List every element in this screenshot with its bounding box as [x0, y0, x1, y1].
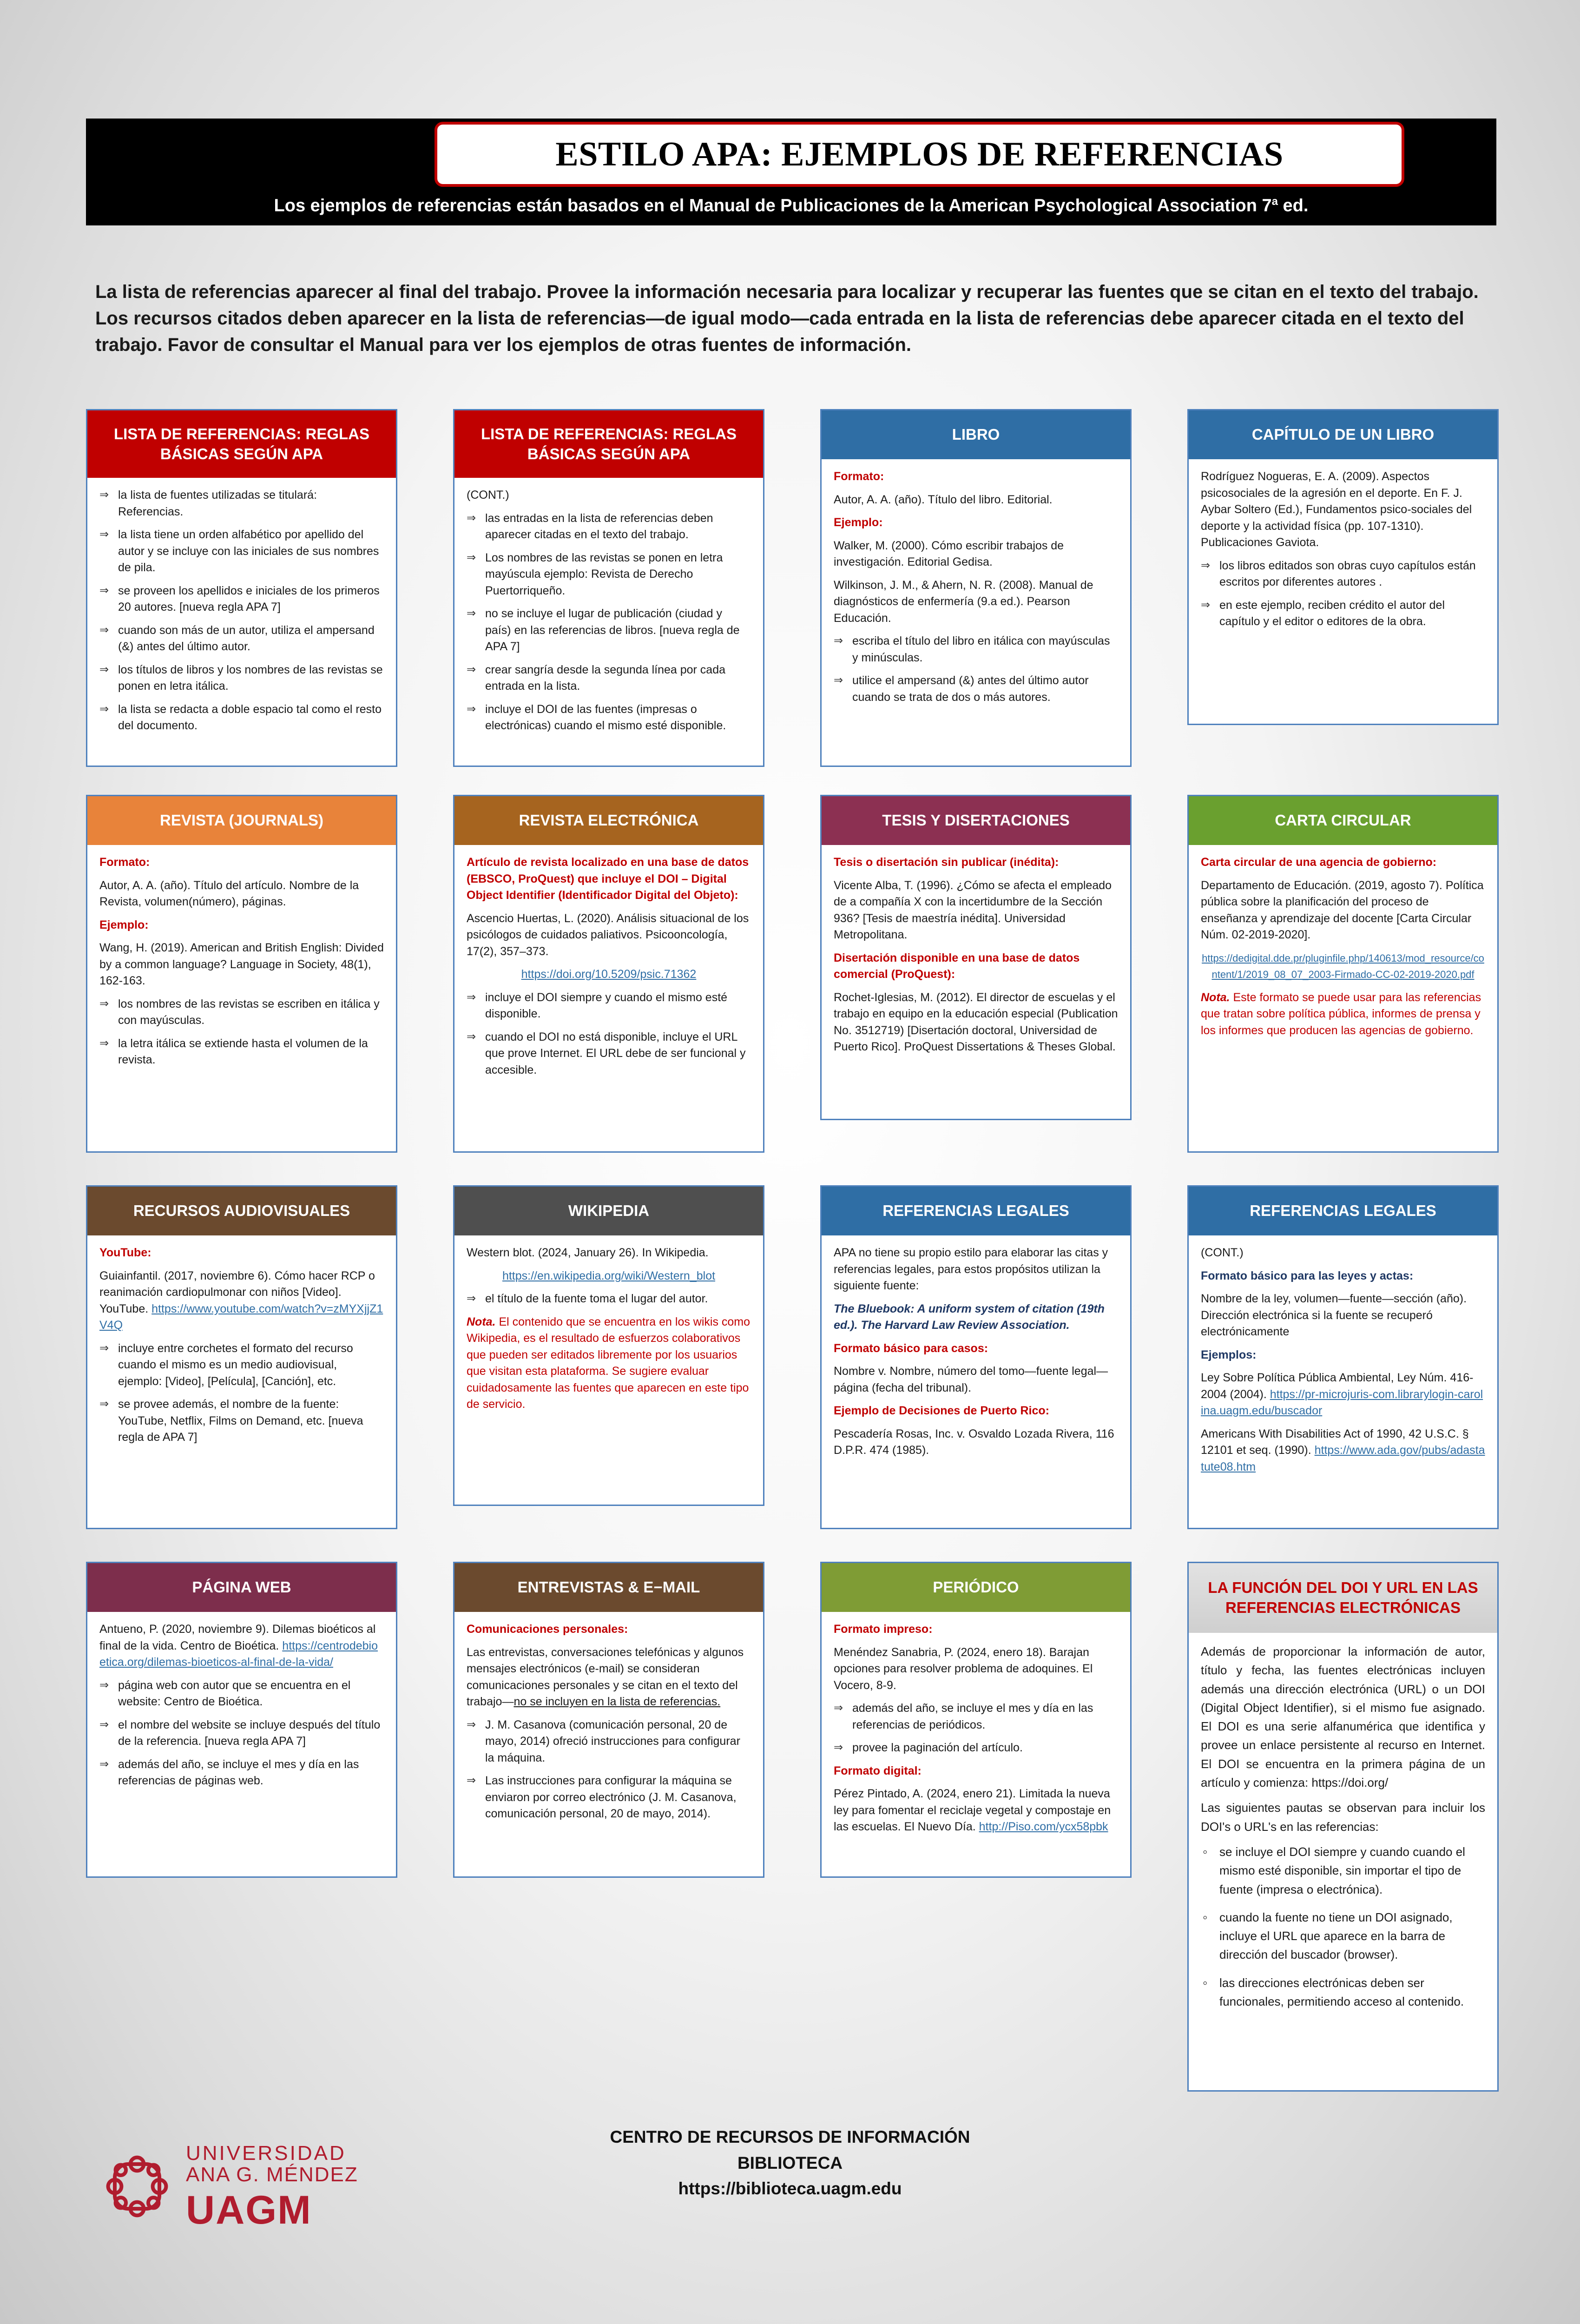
subtitle-1: Formato básico para las leyes y actas:: [1201, 1269, 1414, 1282]
uagm-logo: [100, 2138, 397, 2254]
list-item: [467, 606, 751, 655]
wikipedia-link[interactable]: https://en.wikipedia.org/wiki/Western_blot: [502, 1269, 716, 1282]
card-body: [454, 1235, 763, 1423]
youtube-link[interactable]: https://www.youtube.com/watch?v=zMYXjjZ1V4Q: [99, 1302, 383, 1332]
uagm-wordmark: [186, 2143, 400, 2232]
law-link-1[interactable]: https://pr-microjuris-com.librarylogin-carolina.uagm.edu/buscador: [1201, 1387, 1483, 1417]
guidelines-list: [1201, 1842, 1485, 2011]
subtitle-2: Disertación disponible en una base de datos comercial (ProQuest):: [834, 951, 1080, 981]
notes-list: [467, 990, 751, 1079]
subtitle-text: Carta circular de una agencia de gobierno:: [1201, 856, 1437, 869]
card-header: REFERENCIAS LEGALES: [1189, 1187, 1497, 1235]
list-item-text: incluye el DOI siempre y cuando el mismo esté disponible.: [485, 990, 728, 1020]
reference-text: [99, 1621, 384, 1671]
list-item-text: escriba el título del libro en itálica con mayúsculas y minúsculas.: [852, 634, 1110, 664]
cont-label: (CONT.): [1201, 1246, 1244, 1259]
list-item-text: cuando la fuente no tiene un DOI asignado, incluye el URL que aparece en la barra de dirección del buscador (browser).: [1219, 1910, 1453, 1962]
card-header: LISTA DE REFERENCIAS: REGLAS BÁSICAS SEGÚN APA: [87, 410, 396, 478]
card-body: [822, 845, 1130, 1066]
subtitle-text: Comunicaciones personales:: [467, 1623, 628, 1636]
notes-list: [99, 996, 384, 1069]
reference-body: Guiainfantil. (2017, noviembre 6). Cómo hacer RCP o reanimación cardiopulmonar con niños [Video]. YouTube.: [99, 1269, 375, 1315]
list-item: [467, 662, 751, 695]
card-body: [87, 478, 396, 745]
ejemplo-1: [1201, 1370, 1485, 1419]
card-body: [822, 1235, 1130, 1469]
cont-label: (CONT.): [467, 489, 509, 502]
card-header: PERIÓDICO: [822, 1563, 1130, 1612]
list-item: [467, 550, 751, 600]
card-wikipedia: [453, 1185, 764, 1506]
list-item: [1201, 1974, 1485, 2011]
title-box: [434, 122, 1404, 187]
card-entrevistas-email: [453, 1562, 764, 1878]
list-item: [1201, 1908, 1485, 1964]
list-item-text: Las instrucciones para configurar la máquina se enviaron por correo electrónico (J. M. Casanova, comunicación personal, 20 de mayo, 2014).: [485, 1774, 737, 1820]
reference-body: Antueno, P. (2020, noviembre 9). Dilemas bioéticos al final de la vida. Centro de Bioética.: [99, 1623, 376, 1652]
card-periodico: [820, 1562, 1132, 1878]
card-body: [87, 1612, 396, 1800]
ejemplo-label: Ejemplo:: [834, 516, 883, 529]
card-doi-url: [1187, 1562, 1499, 2092]
list-item: [99, 527, 384, 576]
list-item-text: provee la paginación del artículo.: [852, 1741, 1023, 1754]
reference-1: Menéndez Sanabria, P. (2024, enero 18). Barajan opciones para resolver problema de adoquines. El Vocero, 8-9.: [834, 1645, 1093, 1692]
list-item-text: en este ejemplo, reciben crédito el autor del capítulo y el editor o editores de la obra.: [1219, 598, 1445, 628]
list-item: [99, 1396, 384, 1446]
subtitle-1: Formato impreso:: [834, 1623, 933, 1636]
ejemplo-2: [1201, 1426, 1485, 1476]
rules-list: [467, 510, 751, 734]
notes-list: [467, 1717, 751, 1822]
notes-list: [834, 1700, 1118, 1756]
list-item-text: página web con autor que se encuentra en el website: Centro de Bioética.: [118, 1678, 351, 1708]
reference-1: Vicente Alba, T. (1996). ¿Cómo se afecta el empleado de a compañía X con la incertidumbre de la Sección 936? [Tesis de maestría inédita]. Universidad Metropolitana.: [834, 878, 1112, 941]
intro-text: APA no tiene su propio estilo para elaborar las citas y referencias legales, para estos propósitos utilizan la siguiente fuente:: [834, 1246, 1108, 1292]
card-header: REFERENCIAS LEGALES: [822, 1187, 1130, 1235]
list-item-text: se proveen los apellidos e iniciales de los primeros 20 autores. [nueva regla APA 7]: [118, 584, 380, 614]
ejemplo-label: Ejemplo:: [99, 918, 149, 931]
list-item-text: la letra itálica se extiende hasta el volumen de la revista.: [118, 1037, 368, 1066]
page-title: ESTILO APA: EJEMPLOS DE REFERENCIAS: [555, 135, 1284, 173]
list-item: [1201, 558, 1485, 591]
subtitle-1: Tesis o disertación sin publicar (inédita):: [834, 856, 1059, 869]
card-body: [87, 845, 396, 1079]
notes-list: [99, 1340, 384, 1446]
subtitle-post: ed.: [1277, 196, 1309, 216]
list-item: [99, 583, 384, 616]
notes-list: [99, 1677, 384, 1789]
formato-text: Autor, A. A. (año). Título del artículo. Nombre de la Revista, volumen(número), páginas.: [99, 878, 359, 908]
header-subtitle: [86, 195, 1496, 216]
list-item: [99, 487, 384, 520]
list-item: [467, 1029, 751, 1079]
law-link-2[interactable]: https://www.ada.gov/pubs/adastatute08.htm: [1201, 1444, 1485, 1473]
doi-link[interactable]: https://doi.org/10.5209/psic.71362: [521, 968, 697, 981]
reference-2: Rochet-Iglesias, M. (2012). El director de escuelas y el trabajo en equipo en la educación especial (Publication No. 3512719) [Disertación doctoral, Universidad de Puerto Rico]. ProQuest Dissertations & Theses Global.: [834, 990, 1118, 1053]
list-item-text: la lista se redacta a doble espacio tal como el resto del documento.: [118, 702, 382, 732]
card-header: CAPÍTULO DE UN LIBRO: [1189, 410, 1497, 459]
logo-line-2: ANA G. MÉNDEZ: [186, 2163, 358, 2186]
card-carta-circular: [1187, 795, 1499, 1153]
footer-line-1: CENTRO DE RECURSOS DE INFORMACIÓN: [610, 2127, 970, 2146]
source-link[interactable]: https://dedigital.dde.pr/pluginfile.php/140613/mod_resource/content/1/2019_08_07_2003-Firmado-CC-02-2019-2020.pdf: [1202, 952, 1484, 980]
formato-label: Formato:: [834, 470, 884, 483]
list-item-text: incluye entre corchetes el formato del recurso cuando el mismo es un medio audiovisual, ejemplo: [Video], [Película], [Canción], etc.: [118, 1341, 353, 1388]
list-item-text: no se incluye el lugar de publicación (ciudad y país) en las referencias de libros. [nueva regla de APA 7]: [485, 607, 740, 653]
list-item: [99, 662, 384, 695]
ejemplo-text: Pescadería Rosas, Inc. v. Osvaldo Lozada Rivera, 116 D.P.R. 474 (1985).: [834, 1427, 1114, 1457]
list-item-text: los libros editados son obras cuyo capítulos están escritos por diferentes autores .: [1219, 559, 1476, 588]
formato-label: Formato:: [99, 856, 150, 869]
uagm-mark-icon: [100, 2149, 174, 2224]
reference-text: Rodríguez Nogueras, E. A. (2009). Aspectos psicosociales de la agresión en el deporte. En F. J. Aybar Soltero (Ed.), Fundamentos psico-sociales del deporte y la actividad física (pp. 107-1310). Publicaciones Gaviota.: [1201, 470, 1472, 549]
card-revista-journals: [86, 795, 397, 1153]
list-item-text: se provee además, el nombre de la fuente: YouTube, Netflix, Films on Demand, etc. [nueva regla de APA 7]: [118, 1398, 363, 1444]
subtitle-2: Ejemplo de Decisiones de Puerto Rico:: [834, 1404, 1050, 1417]
reference-text: Departamento de Educación. (2019, agosto 7). Política pública sobre la planificación del proceso de enseñanza y aprendizaje del docente [Carta Circular Núm. 02-2019-2020].: [1201, 878, 1484, 941]
card-header: LA FUNCIÓN DEL DOI Y URL EN LAS REFERENCIAS ELECTRÓNICAS: [1189, 1563, 1497, 1633]
list-item: [467, 1291, 751, 1307]
list-item-text: crear sangría desde la segunda línea por cada entrada en la lista.: [485, 663, 726, 693]
notes-list: [467, 1291, 751, 1307]
card-header: LISTA DE REFERENCIAS: REGLAS BÁSICAS SEGÚN APA: [454, 410, 763, 478]
card-tesis-disertaciones: [820, 795, 1132, 1120]
list-item-text: el título de la fuente toma el lugar del autor.: [485, 1292, 708, 1305]
list-item: [834, 633, 1118, 666]
paragraph-1: [467, 1644, 751, 1710]
card-libro: [820, 409, 1132, 767]
subtitle-1: Formato básico para casos:: [834, 1341, 988, 1355]
subtitle-text: Artículo de revista localizado en una base de datos (EBSCO, ProQuest) que incluye el DOI – Digital Object Identifier (Identificador Digital del Objeto):: [467, 856, 749, 902]
subtitle-2: Formato digital:: [834, 1764, 922, 1777]
card-body: [1189, 1633, 1497, 2030]
nota-label: Nota.: [467, 1315, 496, 1328]
nota-body: El contenido que se encuentra en los wikis como Wikipedia, es el resultado de esfuerzos colaborativos que pueden ser editados libremente por los usuarios que visitan esta plataforma. Se sugiere evaluar cuidadosamente las fuentes que aparecen en este tipo de servicio.: [467, 1315, 750, 1411]
ejemplo-2-body: Americans With Disabilities Act of 1990, 42 U.S.C. § 12101 et seq. (1990).: [1201, 1427, 1469, 1457]
list-item-text: se incluye el DOI siempre y cuando cuando el mismo esté disponible, sin importar el tipo de fuente (impresa o electrónica).: [1219, 1844, 1465, 1896]
list-item: [99, 701, 384, 734]
card-referencias-legales-1: [820, 1185, 1132, 1529]
card-header: PÁGINA WEB: [87, 1563, 396, 1612]
card-header: REVISTA (JOURNALS): [87, 796, 396, 845]
list-item: [99, 1036, 384, 1069]
logo-line-3: UAGM: [186, 2188, 312, 2233]
nota-label: Nota.: [1201, 990, 1230, 1004]
list-item-text: cuando el DOI no está disponible, incluye el URL que prove Internet. El URL debe de ser funcional y accesible.: [485, 1030, 746, 1076]
ejemplo-text: Wang, H. (2019). American and British English: Divided by a common language? Language in Society, 48(1), 162-163.: [99, 941, 384, 987]
list-item: [834, 1700, 1118, 1733]
card-header: RECURSOS AUDIOVISUALES: [87, 1187, 396, 1235]
list-item: [99, 622, 384, 655]
card-referencias-legales-2: [1187, 1185, 1499, 1529]
ejemplo-1: Walker, M. (2000). Cómo escribir trabajos de investigación. Editorial Gedisa.: [834, 539, 1064, 568]
card-recursos-audiovisuales: [86, 1185, 397, 1529]
nota-text: [467, 1314, 751, 1413]
list-item-text: J. M. Casanova (comunicación personal, 20 de mayo, 2014) ofreció instrucciones para configurar la máquina.: [485, 1718, 740, 1764]
footer-line-3[interactable]: https://biblioteca.uagm.edu: [678, 2179, 902, 2198]
nota-body: Este formato se puede usar para las referencias que tratan sobre política pública, informes de prensa y los informes que producen las agencias de gobierno.: [1201, 990, 1481, 1037]
list-item: [99, 1756, 384, 1789]
card-header: ENTREVISTAS & E−MAIL: [454, 1563, 763, 1612]
list-item-text: los títulos de libros y los nombres de las revistas se ponen en letra itálica.: [118, 663, 383, 693]
list-item-text: además del año, se incluye el mes y día en las referencias de periódicos.: [852, 1702, 1093, 1731]
list-item-text: además del año, se incluye el mes y día en las referencias de páginas web.: [118, 1757, 359, 1787]
list-item: [99, 996, 384, 1029]
formato-text: Nombre v. Nombre, número del tomo—fuente legal—página (fecha del tribunal).: [834, 1365, 1108, 1394]
web-link[interactable]: https://centrodebioetica.org/dilemas-bioeticos-al-final-de-la-vida/: [99, 1639, 378, 1669]
list-item: [467, 1773, 751, 1822]
card-reglas-basicas-1: [86, 409, 397, 767]
list-item-text: Los nombres de las revistas se ponen en letra mayúscula ejemplo: Revista de Derecho Puertorriqueño.: [485, 551, 723, 597]
list-item: [99, 1717, 384, 1750]
card-header: TESIS Y DISERTACIONES: [822, 796, 1130, 845]
card-header: REVISTA ELECTRÓNICA: [454, 796, 763, 845]
paragraph-1-underline: no se incluyen en la lista de referencias.: [514, 1695, 721, 1708]
card-body: [454, 1612, 763, 1833]
formato-text: Nombre de la ley, volumen—fuente—sección (año). Dirección electrónica si la fuente se recuperó electrónicamente: [1201, 1292, 1467, 1338]
list-item-text: las entradas en la lista de referencias deben aparecer citadas en el texto del trabajo.: [485, 511, 713, 541]
list-item-text: los nombres de las revistas se escriben en itálica y con mayúsculas.: [118, 997, 380, 1027]
list-item: [99, 1340, 384, 1390]
intro-paragraph: La lista de referencias aparecer al final del trabajo. Provee la información necesaria para localizar y recuperar las fuentes que se citan en el texto del trabajo. Los recursos citados deben aparecer en la lista de referencias—de igual modo—cada entrada en la lista de referencias debe aparecer citada en el texto del trabajo. Favor de consultar el Manual para ver los ejemplos de otras fuentes de información.: [95, 282, 1479, 355]
list-item-text: incluye el DOI de las fuentes (impresas o electrónicas) cuando el mismo esté disponible.: [485, 702, 726, 732]
rules-list: [99, 487, 384, 734]
card-body: [1189, 1235, 1497, 1486]
ejemplo-2: Wilkinson, J. M., & Ahern, N. R. (2008). Manual de diagnósticos de enfermería (9.a ed.). Pearson Educación.: [834, 578, 1093, 625]
list-item-text: cuando son más de un autor, utiliza el ampersand (&) antes del último autor.: [118, 623, 375, 653]
list-item: [99, 1677, 384, 1710]
nota-text: [1201, 990, 1485, 1039]
subtitle-2: Ejemplos:: [1201, 1348, 1257, 1361]
card-body: [822, 459, 1130, 716]
reference-text: [99, 1268, 384, 1334]
card-body: [87, 1235, 396, 1456]
card-capitulo-libro: [1187, 409, 1499, 725]
subtitle-pre: Los ejemplos de referencias están basados en el Manual de Publicaciones de la American Psychological Association 7: [274, 196, 1272, 216]
card-revista-electronica: [453, 795, 764, 1153]
list-item-text: la lista de fuentes utilizadas se titulará: Referencias.: [118, 489, 317, 518]
list-item-text: la lista tiene un orden alfabético por apellido del autor y se incluye con las iniciales de sus nombres de pila.: [118, 528, 379, 574]
list-item-text: el nombre del website se incluye después del título de la referencia. [nueva regla APA 7]: [118, 1718, 381, 1748]
card-body: [454, 845, 763, 1089]
card-body: [1189, 459, 1497, 640]
list-item: [467, 1717, 751, 1767]
ejemplo-1-body: Ley Sobre Política Pública Ambiental, Ley Núm. 416-2004 (2004).: [1201, 1371, 1474, 1401]
reference-2-body: Pérez Pintado, A. (2024, enero 21). Limitada la nueva ley para fomentar el reciclaje vegetal y compostaje en las escuelas. El Nuevo Día.: [834, 1787, 1111, 1833]
list-item: [834, 673, 1118, 706]
notes-list: [1201, 558, 1485, 630]
reference-2: [834, 1786, 1118, 1835]
paragraph-1: Además de proporcionar la información de autor, título y fecha, las fuentes electrónicas incluyen además una dirección electrónica (URL) o un DOI (Digital Object Identifier), si el mismo fue asignado. El DOI es una serie alfanumérica que identifica y provee un enlace persistente al recurso en Internet. El DOI se encuentra en la primera página de un artículo y comienza: https://doi.org/: [1201, 1644, 1485, 1790]
list-item: [834, 1740, 1118, 1756]
source-text: The Bluebook: A uniform system of citation (19th ed.). The Harvard Law Review Association.: [834, 1302, 1105, 1332]
news-link[interactable]: http://Piso.com/ycx58pbk: [979, 1820, 1108, 1833]
list-item: [467, 990, 751, 1023]
list-item: [1201, 1842, 1485, 1899]
card-body: [822, 1612, 1130, 1846]
notes-list: [834, 633, 1118, 706]
logo-line-1: UNIVERSIDAD: [186, 2142, 346, 2165]
list-item-text: utilice el ampersand (&) antes del último autor cuando se trata de dos o más autores.: [852, 674, 1089, 704]
subtitle-sup: a: [1271, 195, 1278, 208]
card-header: WIKIPEDIA: [454, 1187, 763, 1235]
card-header: LIBRO: [822, 410, 1130, 459]
list-item: [467, 701, 751, 734]
list-item: [467, 510, 751, 543]
reference-text: Western blot. (2024, January 26). In Wikipedia.: [467, 1246, 709, 1259]
formato-text: Autor, A. A. (año). Título del libro. Editorial.: [834, 493, 1053, 506]
list-item: [1201, 597, 1485, 630]
footer-line-2: BIBLIOTECA: [737, 2153, 843, 2172]
card-pagina-web: [86, 1562, 397, 1878]
card-header: CARTA CIRCULAR: [1189, 796, 1497, 845]
reference-text: Ascencio Huertas, L. (2020). Análisis situacional de los psicólogos de cuidados paliativos. Psicooncología, 17(2), 357–373.: [467, 911, 749, 958]
card-body: [1189, 845, 1497, 1049]
card-body: [454, 478, 763, 745]
paragraph-2: Las siguientes pautas se observan para incluir los DOI's o URL's en las referencias:: [1201, 1801, 1485, 1834]
list-item-text: las direcciones electrónicas deben ser funcionales, permitiendo acceso al contenido.: [1219, 1975, 1464, 2009]
card-reglas-basicas-2: [453, 409, 764, 767]
paragraph-1-body: Las entrevistas, conversaciones telefónicas y algunos mensajes electrónicos (e-mail) se consideran comunicaciones personales y se citan en el texto del trabajo—: [467, 1645, 744, 1708]
subtitle-text: YouTube:: [99, 1246, 151, 1259]
